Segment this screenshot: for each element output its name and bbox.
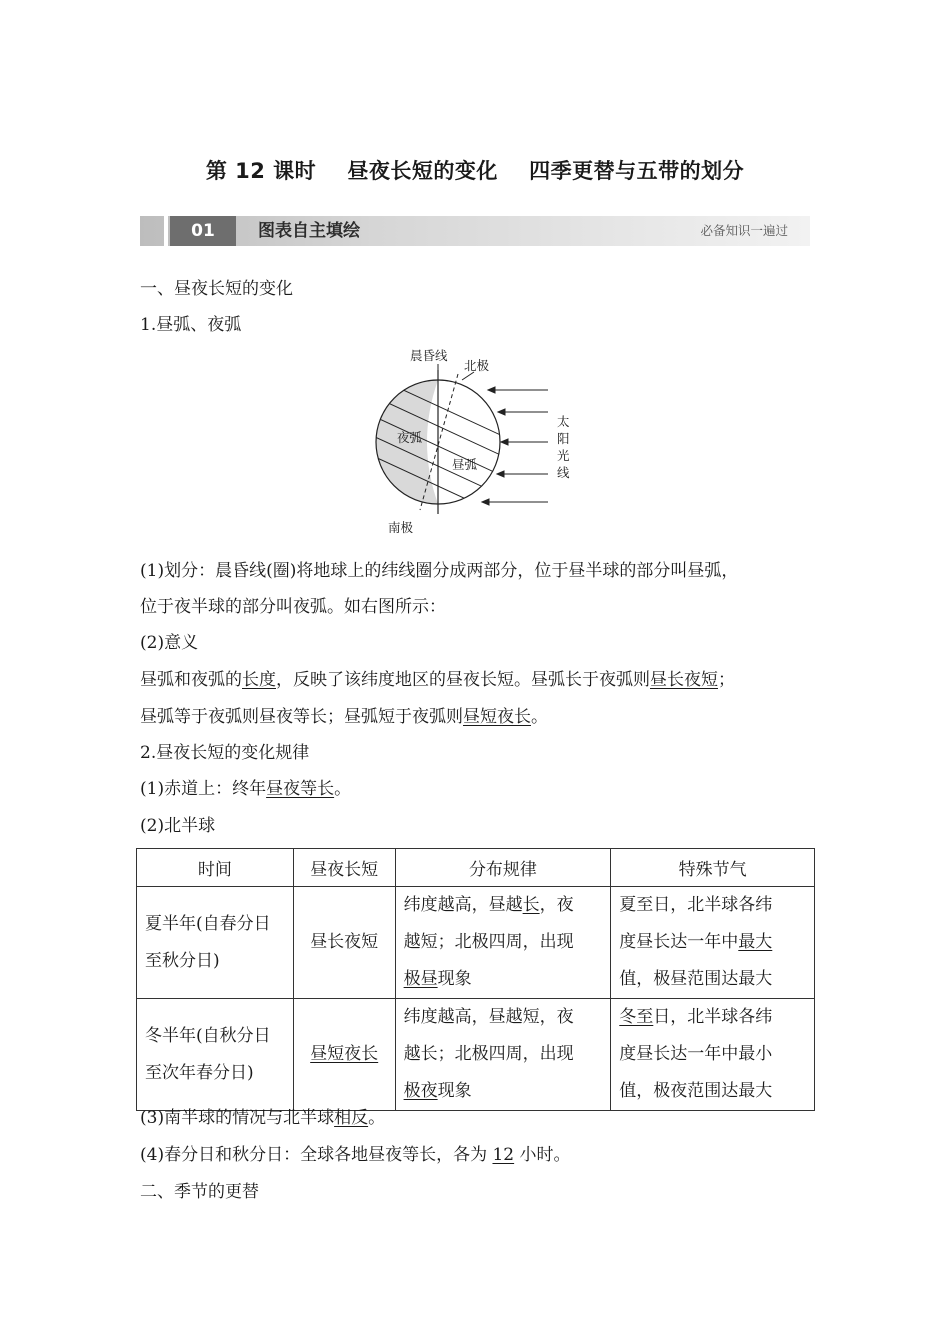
section-subtitle: 必备知识一遍过 <box>700 223 788 238</box>
cell-line <box>404 1073 603 1110</box>
cell-line <box>404 961 603 998</box>
answer-short-day-long-night: 昼短夜长 <box>310 1044 379 1064</box>
table-header-row <box>137 849 815 887</box>
header-time: 时间 <box>137 849 294 887</box>
heading-seasons: 二、季节的更替 <box>140 1182 259 1202</box>
cell-line: 夏半年(自春分日 <box>145 913 271 934</box>
cell-line: 度昼长达一年中最小 <box>619 1044 773 1064</box>
label-sunlight-1: 太 <box>557 414 570 429</box>
text-span: 小时。 <box>514 1145 571 1165</box>
text-span: (3)南半球的情况与北半球 <box>140 1108 335 1128</box>
southern-hemisphere-line <box>140 1106 385 1130</box>
cell-length <box>293 999 395 1111</box>
answer-polar-day: 极昼 <box>403 969 438 989</box>
text-span: 现象 <box>437 969 472 989</box>
cell-line: 纬度越高，昼越短，夜 <box>403 1007 574 1027</box>
answer-maximum: 最大 <box>738 932 773 952</box>
cell-line <box>404 887 603 924</box>
pointer-line <box>462 372 474 380</box>
section-banner <box>140 216 810 246</box>
cell-length: 昼长夜短 <box>293 887 395 999</box>
cell-line: 至秋分日) <box>145 950 220 971</box>
label-day-arc: 昼弧 <box>452 457 478 472</box>
cell-line <box>619 999 806 1036</box>
text-span: 纬度越高，昼越 <box>403 895 523 915</box>
answer-length: 长度 <box>242 670 276 690</box>
label-north-pole: 北极 <box>464 358 490 373</box>
text-span: ，夜 <box>539 895 574 915</box>
label-sunlight-4: 线 <box>557 465 570 480</box>
cell-line: 值，极夜范围达最大 <box>619 1081 773 1101</box>
sunlight-arrow <box>498 409 505 415</box>
meaning-line-1 <box>140 668 735 692</box>
label-terminator: 晨昏线 <box>410 348 448 363</box>
sunlight-arrow <box>501 439 508 445</box>
day-night-arc-diagram <box>370 346 580 536</box>
banner-accent <box>164 216 168 246</box>
text-span: 。 <box>334 779 352 799</box>
answer-long: 长 <box>522 895 540 915</box>
cell-line: 冬半年(自秋分日 <box>145 1025 271 1046</box>
answer-opposite: 相反 <box>334 1108 369 1128</box>
text-span: ； <box>718 670 735 690</box>
answer-polar-night: 极夜 <box>403 1081 438 1101</box>
answer-short-day: 昼短夜长 <box>463 707 531 727</box>
meaning-line-2 <box>140 705 548 729</box>
sunlight-arrow <box>488 387 495 393</box>
text-span: 昼弧和夜弧的 <box>140 670 242 690</box>
page-title: 第 12 课时 昼夜长短的变化 四季更替与五带的划分 <box>205 159 745 183</box>
cell-special-term <box>611 999 815 1111</box>
text-span: 现象 <box>437 1081 472 1101</box>
answer-winter-solstice: 冬至 <box>619 1007 654 1027</box>
answer-equal-day-night: 昼夜等长 <box>266 779 335 799</box>
text-span: 。 <box>531 707 548 727</box>
header-length: 昼夜长短 <box>293 849 395 887</box>
cell-time <box>137 887 294 999</box>
subheading-rules: 2.昼夜长短的变化规律 <box>140 743 310 763</box>
label-sunlight-3: 光 <box>557 448 570 463</box>
cell-time <box>137 999 294 1111</box>
text-span: ，反映了该纬度地区的昼夜长短。昼弧长于夜弧则 <box>276 670 650 690</box>
equator-line <box>140 777 351 801</box>
section-number: 01 <box>170 216 236 246</box>
meaning-label: (2)意义 <box>140 633 199 653</box>
division-line-2: 位于夜半球的部分叫夜弧。如右图所示： <box>140 597 446 617</box>
cell-line: 至次年春分日) <box>145 1062 254 1083</box>
text-span: (4)春分日和秋分日：全球各地昼夜等长，各为 <box>140 1145 493 1165</box>
header-special-term: 特殊节气 <box>611 849 815 887</box>
northern-hemisphere-table <box>136 848 815 1111</box>
heading-day-night-length: 一、昼夜长短的变化 <box>140 279 293 299</box>
label-south-pole: 南极 <box>388 520 414 535</box>
northern-hemisphere-label: (2)北半球 <box>140 816 216 836</box>
text-span: 昼弧等于夜弧则昼夜等长；昼弧短于夜弧则 <box>140 707 463 727</box>
text-span: 日，北半球各纬 <box>653 1007 773 1027</box>
text-span: (1)赤道上：终年 <box>140 779 267 799</box>
text-span: 度昼长达一年中 <box>619 932 739 952</box>
division-line-1: (1)划分：晨昏线(圈)将地球上的纬线圈分成两部分，位于昼半球的部分叫昼弧， <box>140 561 739 581</box>
cell-distribution <box>395 887 611 999</box>
answer-12-hours: 12 <box>492 1145 515 1165</box>
answer-long-day: 昼长夜短 <box>650 670 718 690</box>
cell-line <box>619 924 806 961</box>
cell-line: 越长；北极四周，出现 <box>403 1044 574 1064</box>
section-title: 图表自主填绘 <box>258 221 360 241</box>
text-span: 。 <box>368 1108 386 1128</box>
header-distribution: 分布规律 <box>395 849 611 887</box>
sunlight-arrow <box>497 471 504 477</box>
label-night-arc: 夜弧 <box>397 430 423 445</box>
cell-distribution <box>395 999 611 1111</box>
equinox-line <box>140 1143 571 1167</box>
subheading-arcs: 1.昼弧、夜弧 <box>140 315 242 335</box>
cell-special-term <box>611 887 815 999</box>
table-row <box>137 999 815 1111</box>
cell-line: 越短；北极四周，出现 <box>403 932 574 952</box>
table-row <box>137 887 815 999</box>
cell-line: 值，极昼范围达最大 <box>619 969 773 989</box>
cell-line: 夏至日，北半球各纬 <box>619 895 773 915</box>
label-sunlight-2: 阳 <box>557 431 570 446</box>
sunlight-arrow <box>482 499 489 505</box>
